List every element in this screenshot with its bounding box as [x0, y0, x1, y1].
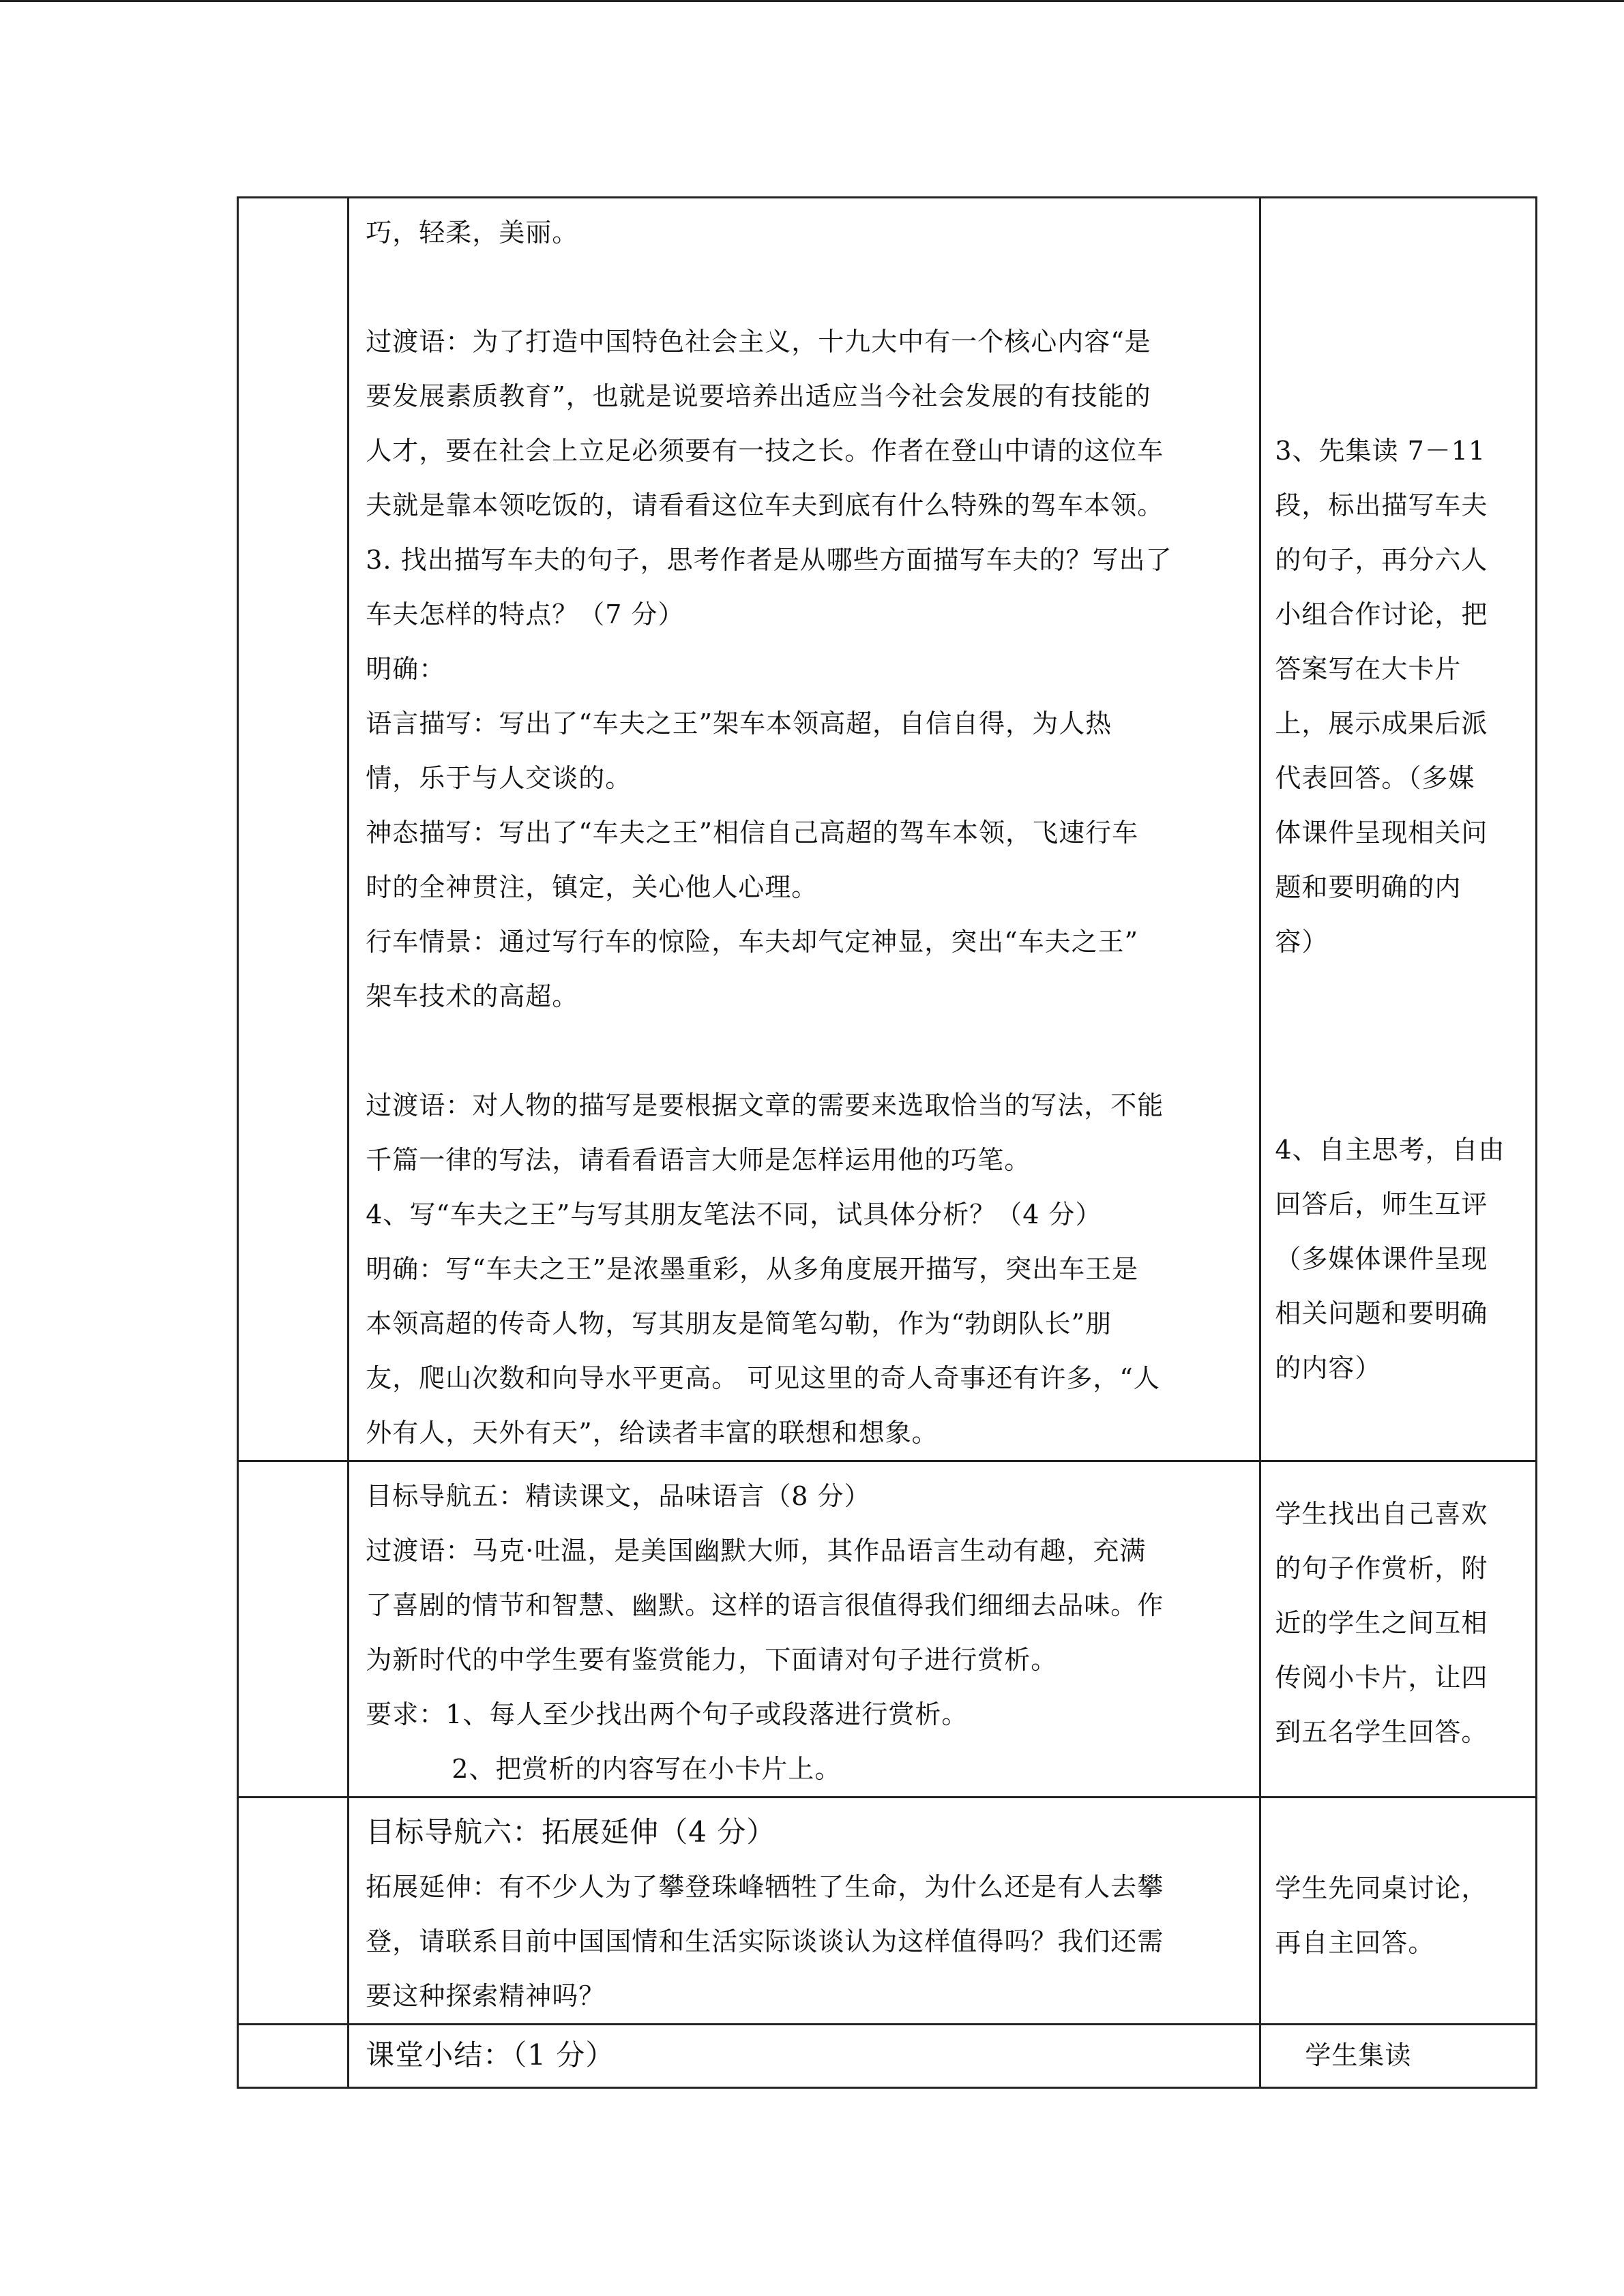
activity-line: 答案写在大卡片 [1275, 654, 1462, 684]
content-line: 明确： [366, 654, 446, 684]
content-line: 要这种探索精神吗？ [366, 1981, 606, 2011]
student-activity-cell [1260, 1461, 1537, 1798]
content-line: 友，爬山次数和向导水平更高。 可见这里的奇人奇事还有许多，“人 [366, 1363, 1160, 1393]
activity-line: 段，标出描写车夫 [1275, 490, 1488, 520]
teaching-content-cell [349, 2025, 1260, 2088]
label-cell [238, 1798, 349, 2025]
table-row [238, 1461, 1537, 1798]
content-line: 要求：1、每人至少找出两个句子或段落进行赏析。 [366, 1699, 969, 1729]
activity-line: 学生先同桌讨论， [1275, 1873, 1488, 1903]
content-line: 夫就是靠本领吃饭的，请看看这位车夫到底有什么特殊的驾车本领。 [366, 490, 1164, 520]
teaching-content-cell [349, 198, 1260, 1461]
activity-line: 近的学生之间互相 [1275, 1608, 1488, 1638]
student-activity-cell [1260, 1798, 1537, 2025]
content-line: 时的全神贯注，镇定，关心他人心理。 [366, 872, 818, 902]
content-line: 登，请联系目前中国国情和生活实际谈谈认为这样值得吗？我们还需 [366, 1926, 1164, 1956]
student-activity-cell [1260, 198, 1537, 1461]
activity-line: 体课件呈现相关问 [1275, 818, 1488, 848]
activity-line: 题和要明确的内 [1275, 872, 1462, 902]
content-line: 外有人，天外有天”，给读者丰富的联想和想象。 [366, 1418, 939, 1448]
table-row [238, 2025, 1537, 2088]
content-line: 过渡语：为了打造中国特色社会主义，十九大中有一个核心内容“是 [366, 327, 1151, 357]
content-line: 车夫怎样的特点？（7 分） [366, 599, 685, 629]
activity-line: 的句子作赏析，附 [1275, 1553, 1488, 1583]
content-line: 架车技术的高超。 [366, 981, 579, 1011]
content-line: 要发展素质教育”，也就是说要培养出适应当今社会发展的有技能的 [366, 381, 1151, 411]
section-heading: 目标导航五：精读课文，品味语言（8 分） [366, 1481, 871, 1511]
content-line: 巧，轻柔，美丽。 [366, 218, 579, 248]
teaching-content-cell [349, 1798, 1260, 2025]
content-line: 过渡语：对人物的描写是要根据文章的需要来选取恰当的写法，不能 [366, 1090, 1164, 1120]
top-border-line [0, 0, 1624, 2]
teaching-content-cell [349, 1461, 1260, 1798]
content-line: 千篇一律的写法，请看看语言大师是怎样运用他的巧笔。 [366, 1145, 1031, 1175]
content-line: 明确：写“车夫之王”是浓墨重彩，从多角度展开描写，突出车王是 [366, 1254, 1139, 1284]
activity-line: 小组合作讨论，把 [1275, 599, 1488, 629]
content-line: 人才，要在社会上立足必须要有一技之长。作者在登山中请的这位车 [366, 436, 1164, 466]
activity-line: 3、先集读 7－11 [1275, 436, 1486, 466]
activity-line: 相关问题和要明确 [1275, 1298, 1488, 1328]
content-line: 行车情景：通过写行车的惊险，车夫却气定神显，突出“车夫之王” [366, 927, 1139, 957]
activity-line: 传阅小卡片，让四 [1275, 1663, 1488, 1693]
label-cell [238, 198, 349, 1461]
activity-line: 学生找出自己喜欢 [1275, 1499, 1488, 1529]
content-line: 拓展延伸：有不少人为了攀登珠峰牺牲了生命，为什么还是有人去攀 [366, 1872, 1164, 1902]
lesson-plan-table [237, 196, 1537, 2089]
content-line: 本领高超的传奇人物，写其朋友是简笔勾勒，作为“勃朗队长”朋 [366, 1309, 1112, 1339]
table-row [238, 1798, 1537, 2025]
question-4: 4、写“车夫之王”与写其朋友笔法不同，试具体分析？（4 分） [366, 1199, 1102, 1229]
question-3: 3. 找出描写车夫的句子，思考作者是从哪些方面描写车夫的？写出了 [366, 545, 1172, 575]
student-activity-cell [1260, 2025, 1537, 2088]
content-line: 情，乐于与人交谈的。 [366, 763, 632, 793]
activity-line: 4、自主思考，自由 [1275, 1135, 1505, 1165]
activity-line: 的句子，再分六人 [1275, 545, 1488, 575]
activity-line: 再自主回答。 [1275, 1928, 1435, 1958]
activity-line: 学生集读 [1305, 2040, 1412, 2070]
content-line: 过渡语：马克·吐温，是美国幽默大师，其作品语言生动有趣，充满 [366, 1536, 1147, 1566]
table-row [238, 198, 1537, 1461]
label-cell [238, 2025, 349, 2088]
activity-line: 代表回答。（多媒 [1275, 763, 1475, 793]
section-heading: 课堂小结：（1 分） [366, 2038, 615, 2072]
activity-line: （多媒体课件呈现 [1275, 1244, 1488, 1274]
activity-line: 回答后，师生互评 [1275, 1189, 1488, 1219]
section-heading: 目标导航六：拓展延伸（4 分） [366, 1815, 776, 1849]
content-line: 神态描写：写出了“车夫之王”相信自己高超的驾车本领，飞速行车 [366, 818, 1139, 848]
activity-line: 到五名学生回答。 [1275, 1717, 1488, 1747]
content-line: 2、把赏析的内容写在小卡片上。 [452, 1754, 842, 1784]
label-cell [238, 1461, 349, 1798]
content-line: 语言描写：写出了“车夫之王”架车本领高超，自信自得，为人热 [366, 709, 1112, 739]
activity-line: 上，展示成果后派 [1275, 709, 1488, 739]
content-line: 为新时代的中学生要有鉴赏能力，下面请对句子进行赏析。 [366, 1645, 1058, 1675]
activity-line: 的内容） [1275, 1353, 1382, 1383]
content-line: 了喜剧的情节和智慧、幽默。这样的语言很值得我们细细去品味。作 [366, 1590, 1164, 1620]
activity-line: 容） [1275, 927, 1329, 957]
